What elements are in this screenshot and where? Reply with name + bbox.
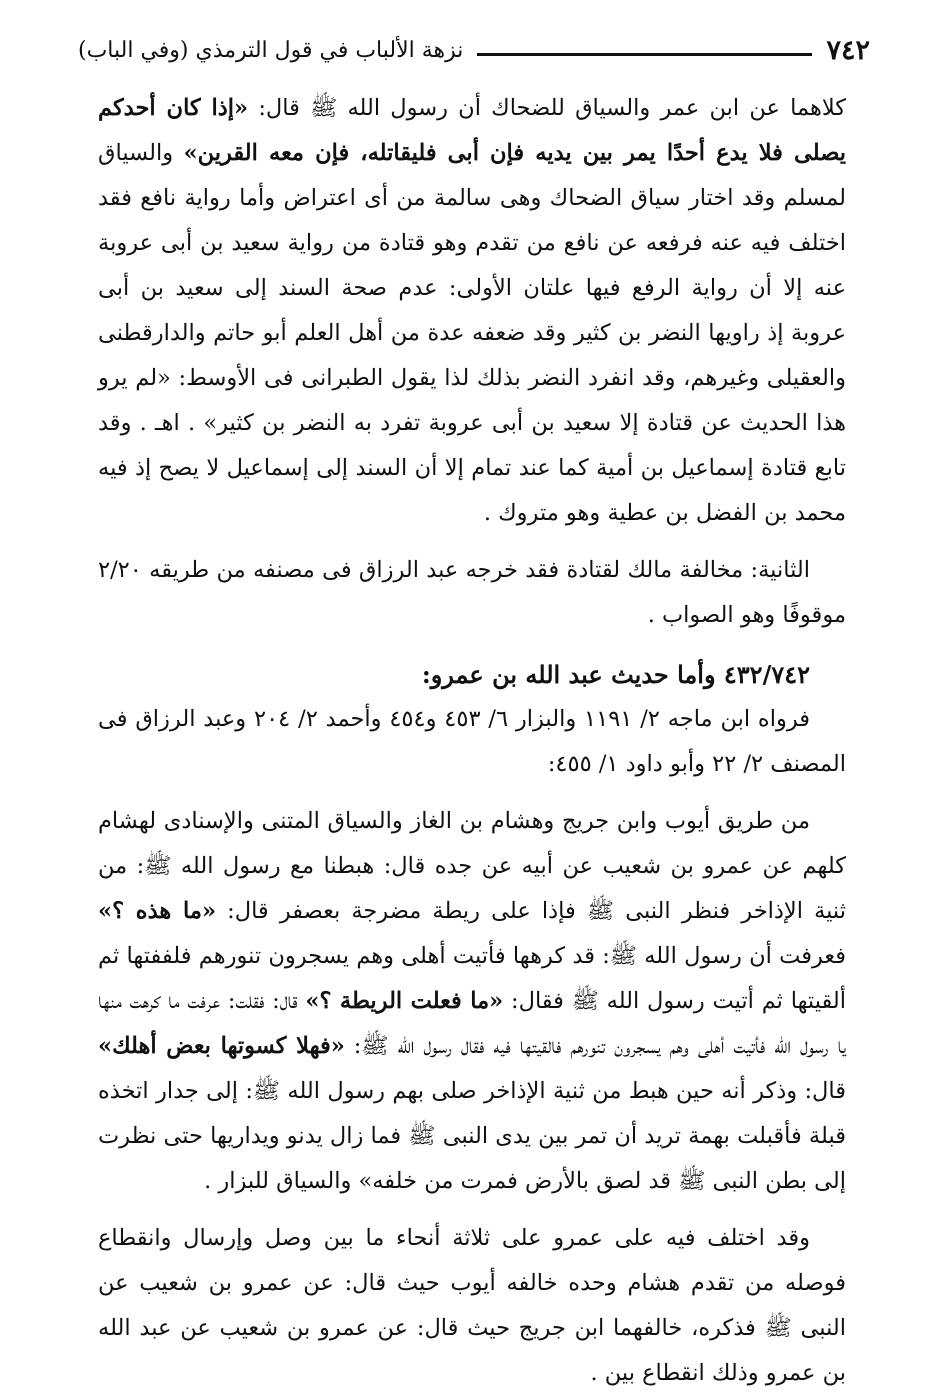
paragraph-second-illa: الثانية: مخالفة مالك لقتادة فقد خرجه عبد الرزاق فى مصنفه من طريقه ٢/٢٠ موقوفًا وهو الصواب . (98, 557, 846, 628)
paragraph-ikhtilaf: وقد اختلف فيه على عمرو على ثلاثة أنحاء ما بين وصل وإرسال وانقطاع فوصله من تقدم هشام وحده خالفه أيوب حيث قال: عن عمرو بن شعيب عن النبى ﷺ فذكره، خالفهما ابن جريج حيث قال: عن عمرو بن شعيب عن عبد الله بن عمرو وذلك انقطاع بين . (98, 1225, 846, 1386)
hadith-quote: «ما فعلت الريطة ؟» (305, 988, 504, 1014)
hadith-quote: «ما هذه ؟» (98, 898, 217, 924)
text-run: من طريق أيوب وابن جريج وهشام بن الغاز والسياق المتنى والإسنادى لهشام كلهم عن عمرو بن شعيب عن أبيه عن جده قال: هبطنا مع رسول الله ﷺ: من ثنية الإذاخر فنظر النبى ﷺ فإذا على ريطة مضرجة بعصفر قال: (98, 808, 846, 924)
hadith-quote: «إذا كان أحدكم يصلى فلا يدع أحدًا يمر بين يديه فإن أبى فليقاتله، فإن معه القرين» (98, 95, 846, 166)
header-rule (477, 53, 812, 56)
running-title: نزهة الألباب في قول الترمذي (وفي الباب) (78, 37, 464, 63)
page-number: ٧٤٢ (826, 34, 870, 66)
hadith-heading: ٤٣٢/٧٤٢ وأما حديث عبد الله بن عمرو: (421, 660, 810, 689)
paragraph-takhrij: فرواه ابن ماجه ٢/ ١١٩١ والبزار ٦/ ٤٥٣ و٤٥٤ وأحمد ٢/ ٢٠٤ وعبد الرزاق فى المصنف ٢/ ٢٢ وأبو داود ١/ ٤٥٥: (98, 706, 846, 777)
text-run: والسياق لمسلم وقد اختار سياق الضحاك وهى سالمة من أى اعتراض وأما رواية نافع فقد اختلف فيه عنه فرفعه عن نافع من تقدم وهو قتادة من رواية سعيد بن أبى عروبة عنه إلا أن رواية الرفع فيها علتان الأولى: عدم صحة السند إلى سعيد بن أبى عروبة إذ راويها النضر بن كثير وقد ضعفه عدة من أهل العلم أبو حاتم والدارقطنى والعقيلى وغيرهم، وقد انفرد النضر بذلك لذا يقول الطبرانى فى الأوسط: «لم يرو هذا الحديث عن قتادة إلا سعيد بن أبى عروبة تفرد به النضر بن كثير» . اهـ . وقد تابع قتادة إسماعيل بن أمية كما عند تمام إلا أن السند إلى إسماعيل لا يصح إذ فيه محمد بن الفضل بن عطية وهو متروك . (98, 140, 846, 526)
hadith-quote: «فهلا كسوتها بعض أهلك» (98, 1033, 345, 1059)
page-header (78, 30, 870, 70)
body-text (98, 86, 846, 1396)
text-run: قال: فقلت: عرفت ما كرهت منها يا رسول الله فأتيت أهلى وهم يسجرون تنورهم فالقيتها فيه فقال رسول الله ﷺ: (98, 988, 846, 1059)
paragraph-riwaya (98, 86, 846, 536)
paragraph-hadith-text (98, 799, 846, 1204)
text-run: قال: وذكر أنه حين هبط من ثنية الإذاخر صلى بهم رسول الله ﷺ: إلى جدار اتخذه قبلة فأقبلت بهمة تريد أن تمر بين يدى النبى ﷺ فما زال يدنو ويداريها حتى نظرت إلى بطن النبى ﷺ قد لصق بالأرض فمرت من خلفه» والسياق للبزار . (98, 1078, 846, 1194)
text-run: فعرفت أن رسول الله ﷺ: قد كرهها فأتيت أهلى وهم يسجرون تنورهم فلففتها ثم ألقيتها ثم أتيت رسول الله ﷺ فقال: (98, 943, 847, 1014)
text-run: كلاهما عن ابن عمر والسياق للضحاك أن رسول الله ﷺ قال: (248, 95, 846, 121)
